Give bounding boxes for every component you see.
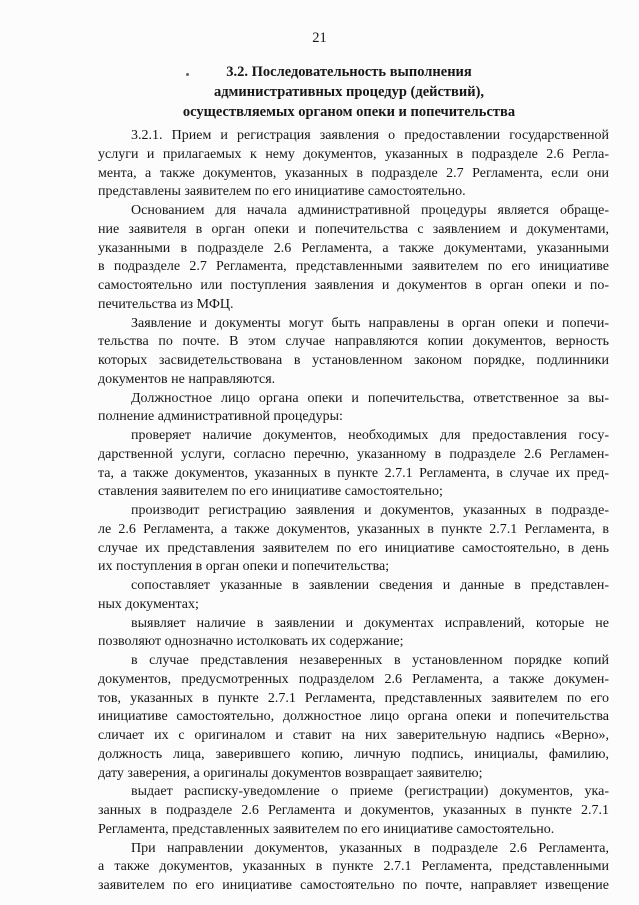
body-line: тов, указанных в пункте 2.7.1 Регламента, представленных заявителем по его — [98, 690, 609, 706]
section-heading — [0, 62, 639, 122]
body-line: печительства из МФЦ. — [98, 296, 234, 312]
body-line: ние заявителя в орган опеки и попечительства с заявлением и документами, — [98, 221, 609, 237]
heading-line: осуществляемых органом опеки и попечительства — [182, 104, 516, 120]
body-line: услуги и прилагаемых к нему документов, указанных в подразделе 2.6 Регла- — [98, 146, 609, 162]
body-line: сопоставляет указанные в заявлении сведения и данные в представлен- — [131, 578, 609, 593]
body-line: должность лица, заверившего копию, личную подпись, инициалы, фамилию, — [98, 746, 609, 762]
page-number: 21 — [312, 30, 327, 46]
body-line: в случае представления незаверенных в установленном порядке копий — [131, 653, 609, 668]
body-line: Должностное лицо органа опеки и попечительства, ответственное за вы- — [131, 390, 609, 406]
body-line: При направлении документов, указанных в подразделе 2.6 Регламента, — [131, 840, 609, 856]
heading-line: административных процедур (действий), — [213, 84, 485, 100]
body-line: а также документов, указанных в пункте 2.7.1 Регламента, представленными — [98, 859, 609, 875]
body-line: выявляет наличие в заявлении и документах исправлений, которые не — [131, 615, 609, 631]
body-line: тельства по почте. В этом случае направляются копии документов, верность — [98, 334, 609, 350]
body-line: Основанием для начала административной процедуры является обраще- — [131, 203, 609, 218]
body-line: представлены заявителем по его инициативе самостоятельно. — [98, 184, 466, 200]
body-line: в подразделе 2.7 Регламента, представленными заявителем по его инициативе — [98, 259, 609, 275]
body-line: ле 2.6 Регламента, а также документов, указанных в пункте 2.7.1 Регламента, в — [98, 521, 609, 537]
body-line: которых засвидетельствована в установленном законом порядке, подлинники — [98, 353, 609, 368]
body-line: ставления заявителем по его инициативе самостоятельно; — [98, 484, 443, 500]
body-line: дарственной услуги, согласно перечню, указанному в подразделе 2.6 Регламен- — [98, 446, 609, 462]
body-line: мента, а также документов, указанных в подразделе 2.7 Регламента, если они — [98, 165, 609, 181]
body-line: случае их представления заявителем по его инициативе самостоятельно, в день — [98, 540, 609, 556]
body-line: 3.2.1. Прием и регистрация заявления о предоставлении государственной — [131, 128, 609, 143]
body-line: их поступления в орган опеки и попечительства; — [98, 559, 390, 575]
body-line: производит регистрацию заявления и документов, указанных в подразде- — [131, 503, 609, 518]
scan-speck — [186, 73, 189, 76]
body-line: документов не направляются. — [98, 371, 276, 387]
body-line: ных документах; — [98, 596, 199, 612]
body-line: полнение административной процедуры: — [98, 409, 343, 425]
body-line: та, а также документов, указанных в пункте 2.7.1 Регламента, в случае их пред- — [98, 465, 609, 481]
body-line: выдает расписку-уведомление о приеме (регистрации) документов, ука- — [131, 784, 609, 800]
body-line: позволяют однозначно истолковать их содержание; — [98, 634, 404, 650]
body-line: дату заверения, а оригиналы документов возвращает заявителю; — [98, 765, 483, 781]
body-line: документов, предусмотренных подразделом 2.6 Регламента, а также докумен- — [98, 671, 609, 687]
body-line: заявителем по его инициативе самостоятельно по почте, направляет извещение — [98, 878, 609, 893]
body-line: указанными в подразделе 2.6 Регламента, а также документами, указанными — [98, 240, 609, 256]
body-line: проверяет наличие документов, необходимых для предоставления госу- — [131, 428, 609, 443]
heading-line: 3.2. Последовательность выполнения — [226, 64, 472, 80]
body-line: Регламента, представленных заявителем по его инициативе самостоятельно. — [98, 821, 555, 837]
body-line: самостоятельно или поступления заявления и документов в орган опеки и по- — [98, 278, 609, 293]
body-line: Заявление и документы могут быть направлены в орган опеки и попечи- — [131, 315, 609, 331]
body-line: инициативе самостоятельно, должностное лицо органа опеки и попечительства — [98, 709, 609, 725]
body-line: занных в подразделе 2.6 Регламента и документов, указанных в пункте 2.7.1 — [98, 803, 609, 818]
body-line: сличает их с оригиналом и ставит на них заверительную надпись «Верно», — [98, 728, 609, 743]
